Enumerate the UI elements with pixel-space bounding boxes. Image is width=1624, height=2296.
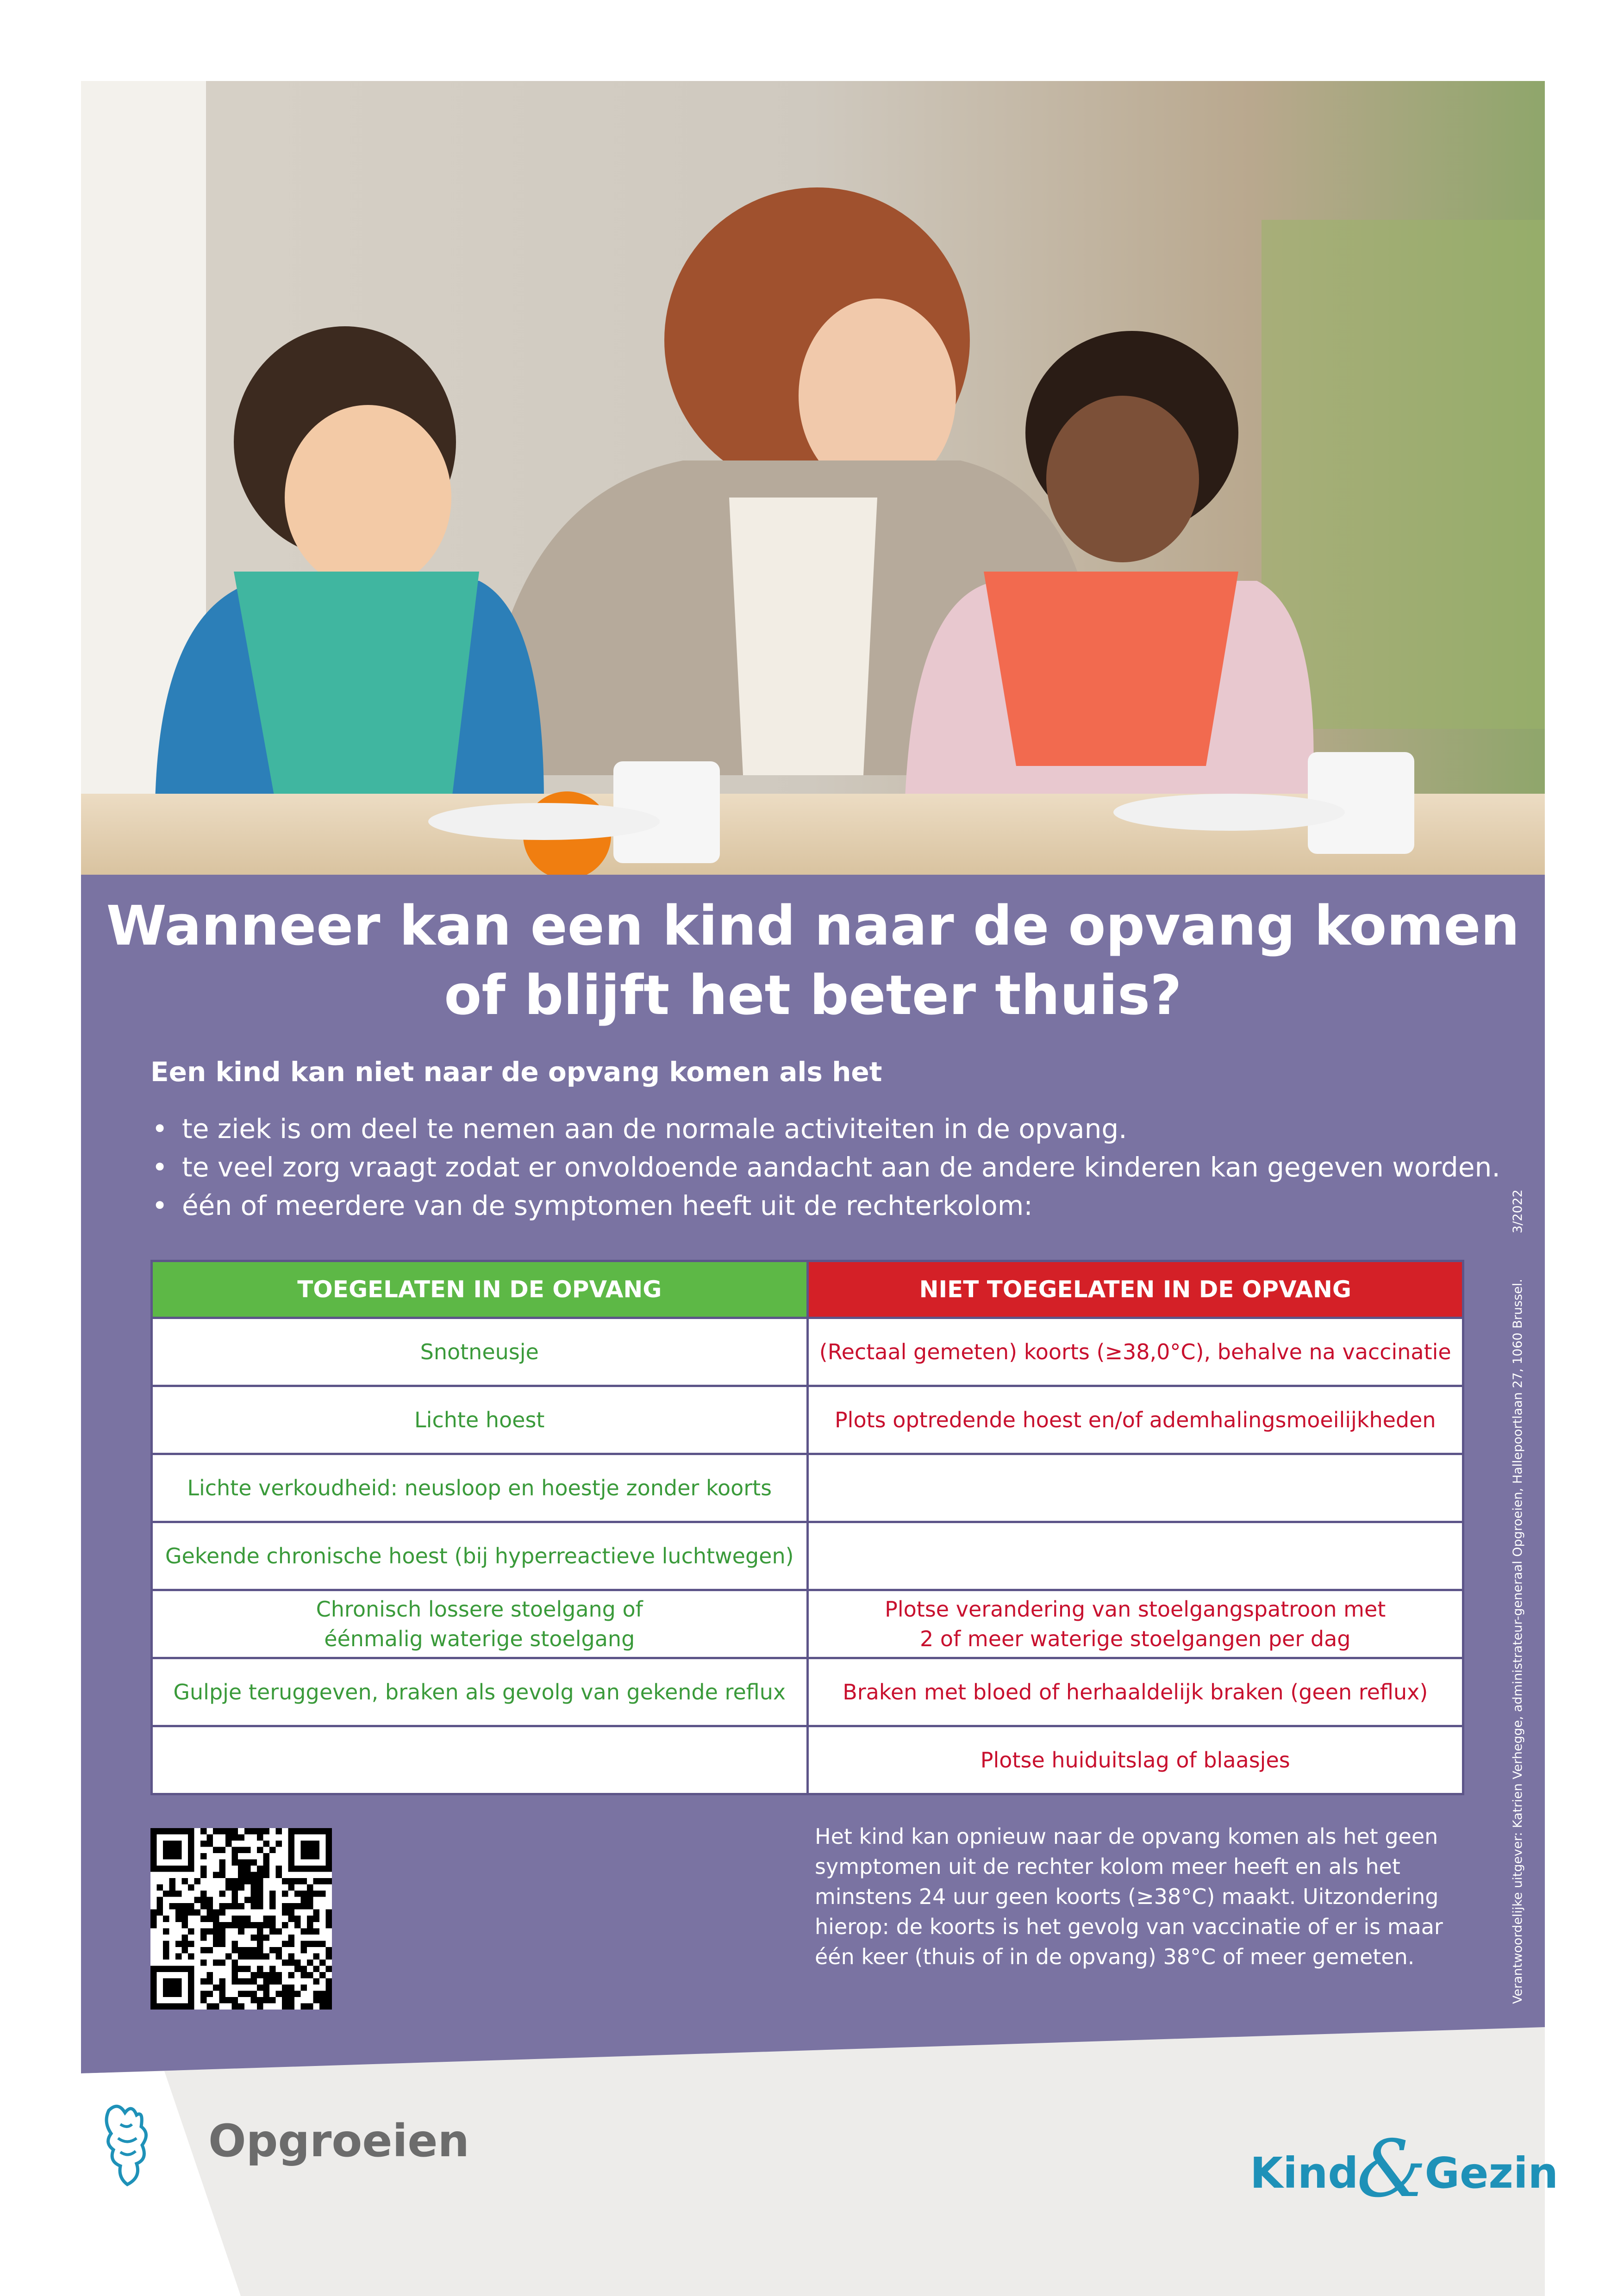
table-row (152, 1318, 1463, 1386)
cell-not-allowed (807, 1590, 1463, 1658)
credit-date: 3/2022 (1511, 1189, 1525, 1233)
header-allowed: TOEGELATEN IN DE OPVANG (152, 1261, 808, 1318)
opgroeien-logo: Opgroeien (208, 2115, 469, 2167)
cell-allowed (152, 1590, 808, 1658)
cell-not-allowed: Plots optredende hoest en/of ademhalingsmoeilijkheden (807, 1386, 1463, 1454)
cell-line: éénmalig waterige stoelgang (324, 1626, 635, 1651)
cell-allowed: Lichte verkoudheid: neusloop en hoestje zonder koorts (152, 1454, 808, 1522)
symptoms-table (150, 1260, 1464, 1795)
cell-allowed (152, 1726, 808, 1794)
table-row (152, 1386, 1463, 1454)
flemish-lion-icon (100, 2101, 155, 2187)
criteria-list (147, 1110, 1500, 1225)
return-note: Het kind kan opnieuw naar de opvang komen als het geen symptomen uit de rechter kolom meer heeft en als het minstens 24 uur geen koorts (≥38°C) maakt. Uitzondering hierop: de koorts is het gevolg van vaccinatie of er is maar één keer (thuis of in de opvang) 38°C of meer gemeten. (815, 1824, 1443, 1969)
table-row (152, 1590, 1463, 1658)
cell-not-allowed: Plotse huiduitslag of blaasjes (807, 1726, 1463, 1794)
title-line-1: Wanneer kan een kind naar de opvang komen (106, 894, 1520, 958)
kind-en-gezin-logo (1250, 2115, 1559, 2215)
cell-line: 2 of meer waterige stoelgangen per dag (920, 1626, 1351, 1651)
table-row (152, 1726, 1463, 1794)
list-item: • te ziek is om deel te nemen aan de normale activiteiten in de opvang. (147, 1110, 1500, 1148)
cell-not-allowed (807, 1522, 1463, 1590)
cell-allowed: Snotneusje (152, 1318, 808, 1386)
cell-allowed: Lichte hoest (152, 1386, 808, 1454)
table-row (152, 1658, 1463, 1726)
header-not-allowed: NIET TOEGELATEN IN DE OPVANG (807, 1261, 1463, 1318)
cell-line: Chronisch lossere stoelgang of (316, 1597, 643, 1622)
publisher-credit (1511, 1189, 1525, 2004)
credit-text: Verantwoordelijke uitgever: Katrien Verhegge, administrateur-generaal Opgroeien, Hallepoortlaan 27, 1060 Brussel. (1511, 1279, 1525, 2004)
qr-code-icon[interactable] (150, 1828, 332, 2010)
logo-part-kind: Kind (1250, 2148, 1359, 2198)
logo-part-gezin: Gezin (1424, 2148, 1559, 2198)
cell-not-allowed (807, 1454, 1463, 1522)
list-item: • één of meerdere van de symptomen heeft uit de rechterkolom: (147, 1187, 1500, 1225)
title-line-2: of blijft het beter thuis? (444, 963, 1182, 1027)
table-header-row (152, 1261, 1463, 1318)
cell-not-allowed: Braken met bloed of herhaaldelijk braken (geen reflux) (807, 1658, 1463, 1726)
page-title (81, 891, 1545, 1030)
cell-allowed: Gekende chronische hoest (bij hyperreactieve luchtwegen) (152, 1522, 808, 1590)
list-item: • te veel zorg vraagt zodat er onvoldoende aandacht aan de andere kinderen kan gegeven worden. (147, 1148, 1500, 1187)
cell-allowed: Gulpje teruggeven, braken als gevolg van gekende reflux (152, 1658, 808, 1726)
table-row (152, 1454, 1463, 1522)
intro-text: Een kind kan niet naar de opvang komen als het (150, 1056, 882, 1088)
table-row (152, 1522, 1463, 1590)
hero-photo (81, 81, 1545, 875)
cell-line: Plotse verandering van stoelgangspatroon met (885, 1597, 1386, 1622)
logo-ampersand: & (1356, 2123, 1427, 2215)
cell-not-allowed: (Rectaal gemeten) koorts (≥38,0°C), behalve na vaccinatie (807, 1318, 1463, 1386)
